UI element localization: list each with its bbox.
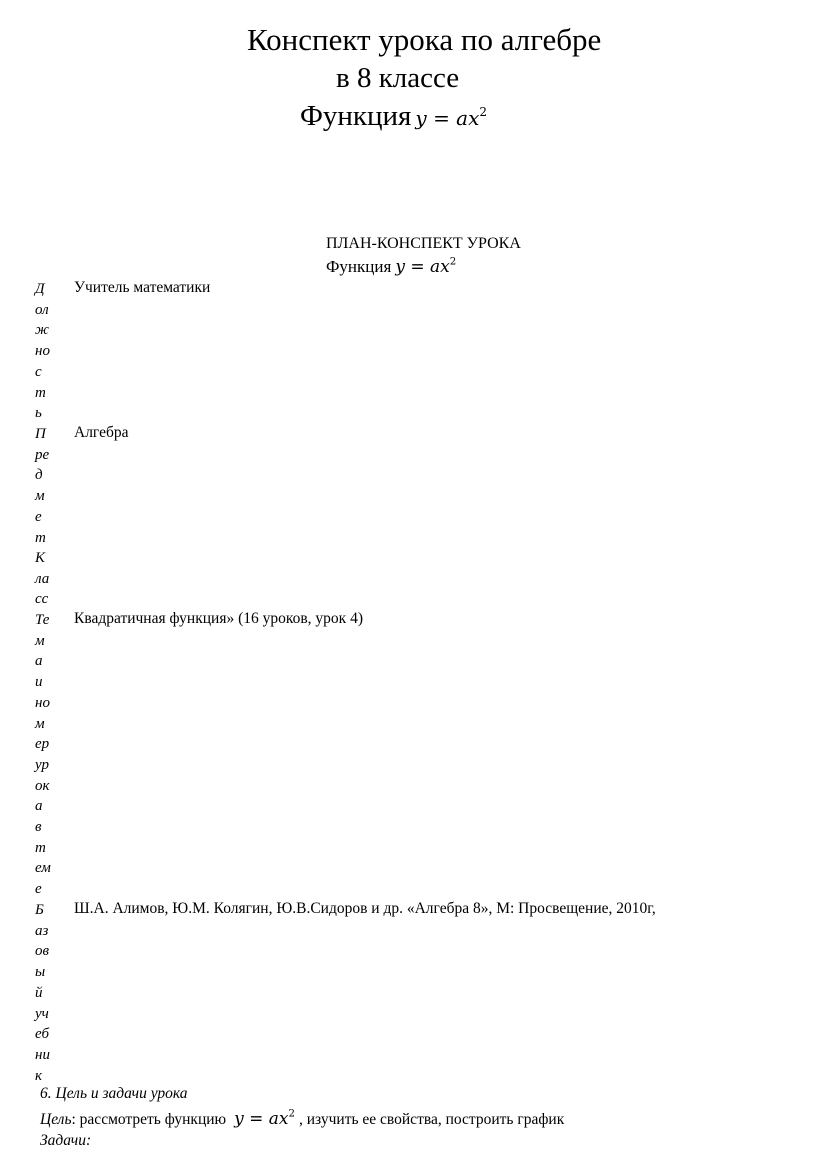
label-fragment: сс [35,591,49,608]
plan-function-word: Функция [326,257,392,276]
label-fragment: уч [35,1005,49,1022]
label-fragment: а [35,798,43,815]
label-fragment: а [35,653,43,670]
value-position: Учитель математики [74,279,211,296]
goal-text-before: : рассмотреть функцию [71,1111,227,1128]
label-fragment: но [35,343,50,360]
label-fragment: ре [35,446,50,463]
goal-formula-base: y = ax [234,1109,289,1129]
label-fragment: т [35,384,46,401]
goal-text-after: , изучить ее свойства, построить график [299,1111,565,1128]
plan-formula-exponent: 2 [449,256,457,268]
label-topic [35,610,65,900]
tasks-label: Задачи: [40,1132,92,1149]
plan-formula [395,257,456,277]
label-subject [35,424,65,548]
label-fragment: еб [35,1026,50,1043]
label-fragment: ов [35,943,50,960]
label-fragment: ем [35,860,51,877]
label-textbook [35,900,65,1086]
label-fragment: е [35,508,42,525]
label-fragment: Б [35,902,44,918]
label-fragment: м [35,488,45,505]
label-fragment: но [35,694,50,711]
goal-line [40,1109,564,1129]
label-fragment: ок [35,777,50,794]
value-subject: Алгебра [74,424,129,441]
label-fragment: м [35,715,45,732]
label-fragment: с [35,363,42,380]
label-fragment: и [35,674,43,691]
goal-formula [234,1109,295,1129]
label-fragment: в [35,819,42,836]
label-class [35,548,65,610]
label-fragment: аз [35,922,49,939]
label-fragment: ж [35,322,49,339]
plan-heading: ПЛАН-КОНСПЕКТ УРОКА [326,235,521,252]
label-fragment: к [35,1067,43,1084]
plan-subtitle [326,257,456,277]
label-fragment: й [35,984,43,1001]
title-formula-exponent: 2 [479,105,488,119]
title-formula-base: y = ax [415,106,480,130]
label-fragment: Д [35,281,45,297]
label-fragment: ол [35,301,49,318]
doc-title-line1: Конспект урока по алгебре [247,22,602,57]
goals-heading: 6. Цель и задачи урока [40,1085,188,1102]
label-fragment: ни [35,1046,50,1063]
label-fragment: ы [35,964,46,981]
label-fragment: ла [35,570,50,587]
plan-formula-base: y = ax [395,257,450,277]
label-fragment: т [35,839,46,856]
doc-title-line3 [300,100,487,133]
title-formula [415,106,487,130]
title-function-word: Функция [300,100,412,132]
value-topic: Квадратичная функция» (16 уроков, урок 4) [74,610,363,627]
label-fragment: ер [35,736,50,753]
value-textbook: Ш.А. Алимов, Ю.М. Колягин, Ю.В.Сидоров и др. «Алгебра 8», М: Просвещение, 2010г, [74,900,656,917]
label-fragment: ур [35,756,49,773]
label-position [35,279,65,424]
label-fragment: Те [35,612,50,628]
label-fragment: д [35,467,43,484]
label-fragment: К [35,550,45,566]
goal-label: Цель [40,1111,72,1128]
label-fragment: т [35,529,46,546]
label-fragment: е [35,881,42,898]
label-fragment: м [35,632,45,649]
goal-formula-exponent: 2 [288,1108,296,1120]
doc-title-line2: в 8 классе [336,62,460,94]
label-fragment: П [35,426,46,442]
label-fragment: ь [35,405,42,422]
